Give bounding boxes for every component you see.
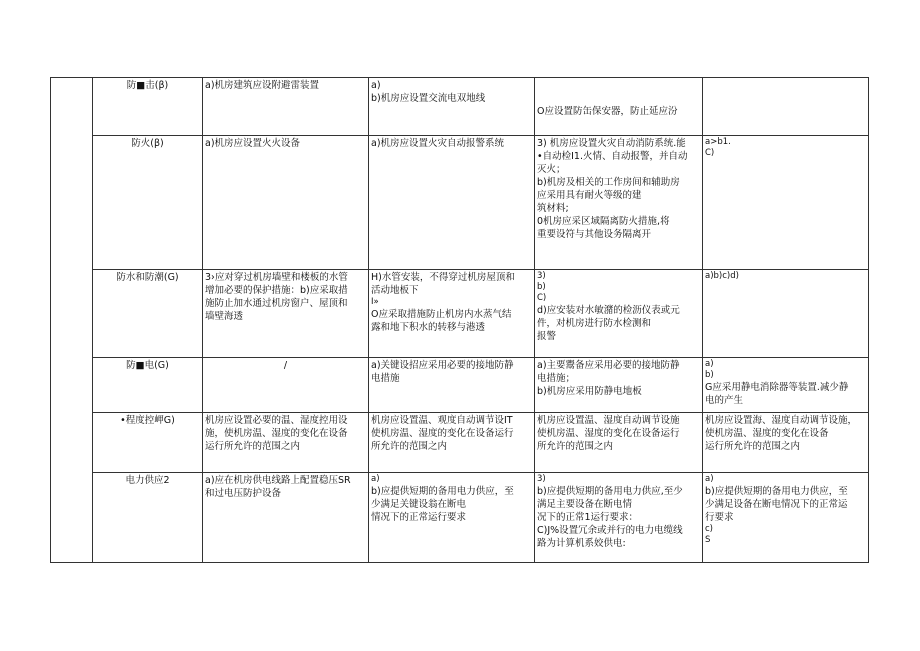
level2-cell: a) b)应提供短期的备用电力供应，至 少满足关键设翁在断电 情况下的正常运行要求 [369, 473, 535, 563]
level3-cell: 3) 机房应设置火灾自动消防系统.能 •自动检I1.火情、自动报警，并自动 灭火； b)机房及相关的工作房间和辅助房 应采用具有耐火等级的建 筑材料; 0机房应采区域隔离防火措施,将 重要设符与其他设务隔离开 [535, 136, 703, 270]
blank-column [51, 78, 93, 563]
level4-cell: a>b1. C) [703, 136, 869, 270]
level4-cell: a) b) G应采用静电消除器等装置.减少静 电的产生 [703, 358, 869, 413]
row-category: •程度控岬G) [93, 413, 203, 473]
level4-cell: 机房应设置海、湿度自动调节设施， 使机房温、湿度的变化在设备 运行所允许的范围之内 [703, 413, 869, 473]
level3-cell: 机房应设置温、湿度自动调节设施 使机房温、湿度的变化在设备运行 所允许的范围之内 [535, 413, 703, 473]
table-row [51, 270, 869, 358]
table-row [51, 473, 869, 563]
level2-cell: 机房应设置温、观度自动调节设IT 使机房温、湿度的变化在设备运行 所允许的范围之内 [369, 413, 535, 473]
level1-cell: 3›应对穿过机房墙壁和楼板的水管 增加必要的保护措施：b)应采取措 施防止加水通过机房窗户、屋顶和 墙壁海透 [203, 270, 369, 358]
level2-cell: a)关键设招应采用必要的接地防静 电措施 [369, 358, 535, 413]
level2-cell: a) b)机房应设置交流电双地线 [369, 78, 535, 136]
table-row [51, 358, 869, 413]
level3-cell: O应设置防缶保安器，防止延应汾 [535, 78, 703, 136]
level3-cell: 3) b) C) d)应安装对水敏潴的检沥仪表或元 件，对机房进行防水检测和 报警 [535, 270, 703, 358]
row-category: 防水和防潮(G) [93, 270, 203, 358]
level1-cell: a)机房建筑应设附避雷装置 [203, 78, 369, 136]
row-category: 防■击(β) [93, 78, 203, 136]
row-category: 防■电(G) [93, 358, 203, 413]
level3-cell: 3) b)应提供短期的备用电力供应,至少 满足主要设备在断电情 况下的正常1运行要求： C)J%设置冗余或并行的电力电缆线 路为计算机系姣供电: [535, 473, 703, 563]
row-category: 电力供应2 [93, 473, 203, 563]
row-category: 防火(β) [93, 136, 203, 270]
level1-cell: a)机房应设置火火设备 [203, 136, 369, 270]
requirements-table [50, 77, 869, 563]
table-row [51, 136, 869, 270]
table-row [51, 78, 869, 136]
level1-cell: 机房应设置必要的温、湿度控用设 施，使机房温、湿度的变化在设备 运行所允许的范围之内 [203, 413, 369, 473]
table-row [51, 413, 869, 473]
level1-cell: / [203, 358, 369, 413]
level4-cell: a)b)c)d) [703, 270, 869, 358]
level4-cell: a) b)应提供短期的备用电力供应，至 少满足设备在断电情况下的正常运 行要求 c) S [703, 473, 869, 563]
level2-cell: a)机房应设置火灾自动报警系统 [369, 136, 535, 270]
level3-cell: a)主要鬻备应采用必要的接地防静 电措施； b)机房应采用防静电地板 [535, 358, 703, 413]
level4-cell [703, 78, 869, 136]
level2-cell: H)水管安装，不得穿过机房屋顶和 活动地板下 I» O应采取措施防止机房内水蒸气结 露和地下积水的转移与港透 [369, 270, 535, 358]
level1-cell: a)应在机房供电线路上配置稳压SR 和过电压防护设备 [203, 473, 369, 563]
